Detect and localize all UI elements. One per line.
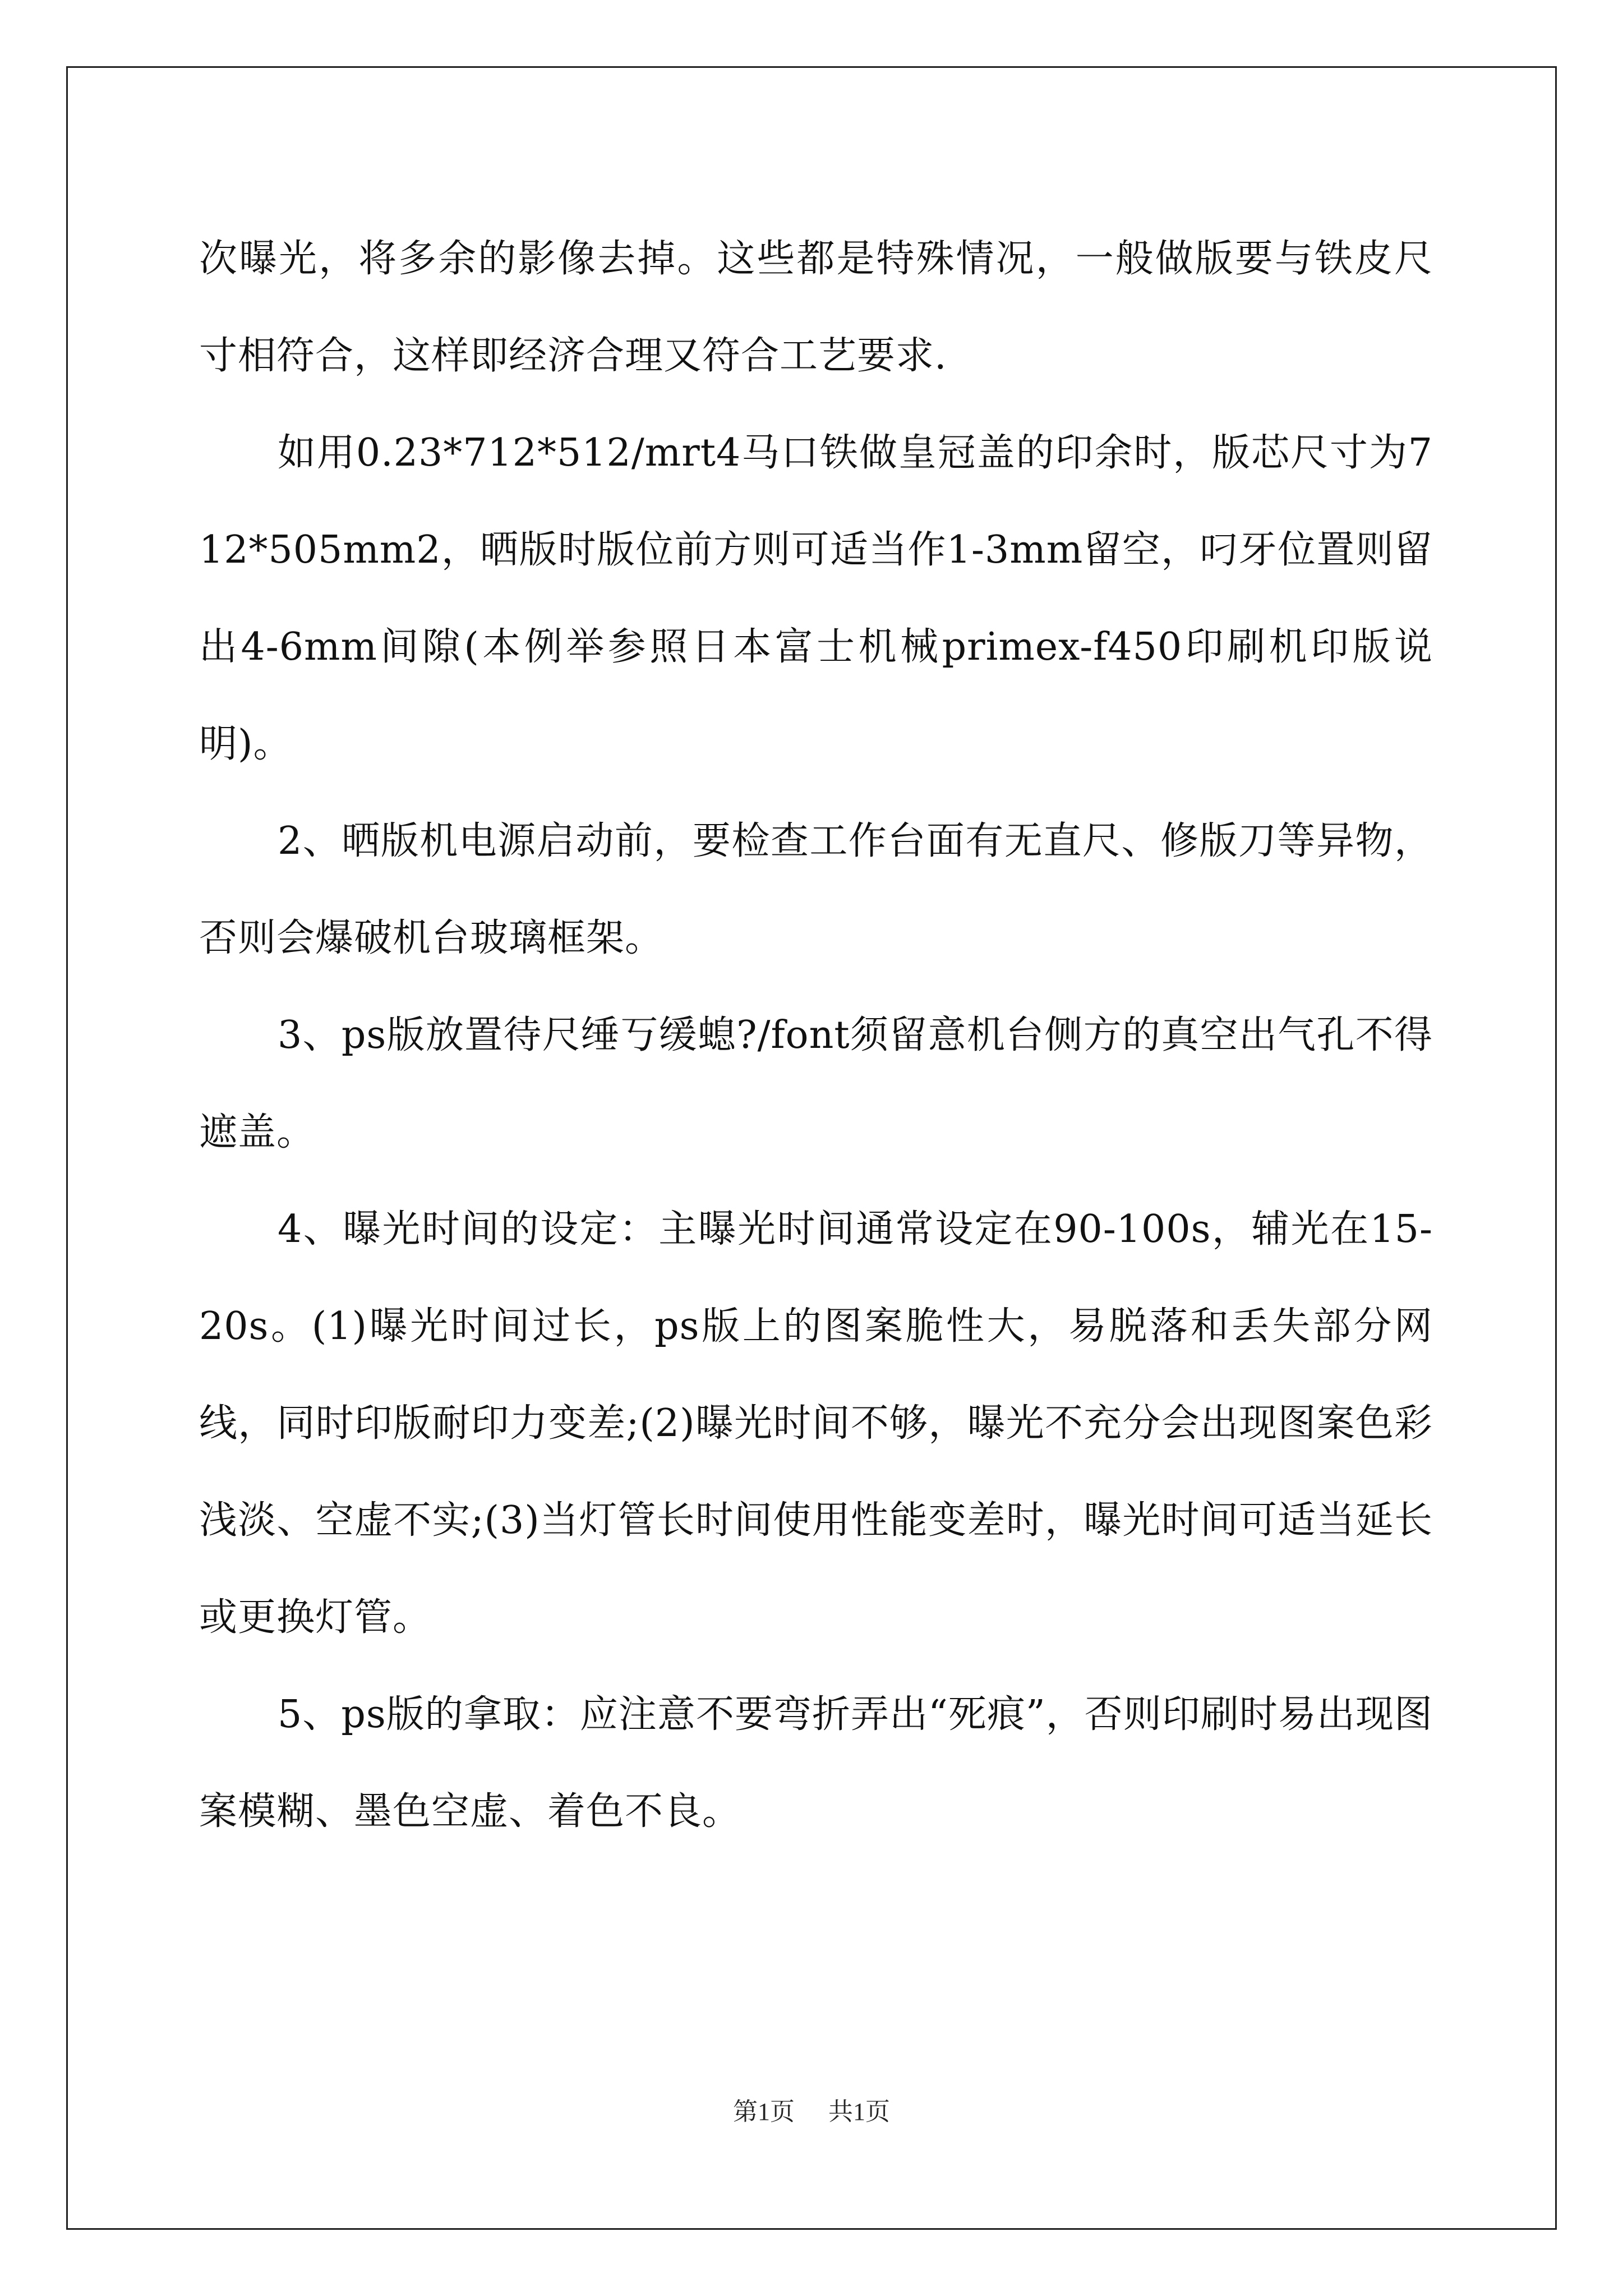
- paragraph-5: 4、曝光时间的设定：主曝光时间通常设定在90-100s，辅光在15-20s。(1)曝光时间过长，ps版上的图案脆性大，易脱落和丢失部分网线，同时印版耐印力变差;(2)曝光时间不够，曝光不充分会出现图案色彩浅淡、空虚不实;(3)当灯管长时间使用性能变差时，曝光时间可适当延长或更换灯管。: [199, 1207, 1433, 1640]
- document-body: [199, 210, 1433, 1860]
- page-footer: [0, 2091, 1623, 2127]
- paragraph-1: 次曝光，将多余的影像去掉。这些都是特殊情况，一般做版要与铁皮尺寸相符合，这样即经济合理又符合工艺要求.: [199, 237, 1433, 378]
- page-number: 第1页: [733, 2098, 795, 2125]
- paragraph-6: 5、ps版的拿取：应注意不要弯折弄出“死痕”，否则印刷时易出现图案模糊、墨色空虚、着色不良。: [199, 1692, 1433, 1834]
- paragraph-3: 2、晒版机电源启动前，要检查工作台面有无直尺、修版刀等异物，否则会爆破机台玻璃框架。: [199, 819, 1433, 960]
- page-total: 共1页: [828, 2098, 890, 2125]
- paragraph-4: 3、ps版放置待尺缍丂缓螅?/font须留意机台侧方的真空出气孔不得遮盖。: [199, 1013, 1433, 1154]
- paragraph-2: 如用0.23*712*512/mrt4马口铁做皇冠盖的印余时，版芯尺寸为712*505mm2，晒版时版位前方则可适当作1-3mm留空，叼牙位置则留出4-6mm间隙(本例举参照日本富士机械primex-f450印刷机印版说明)。: [199, 431, 1433, 766]
